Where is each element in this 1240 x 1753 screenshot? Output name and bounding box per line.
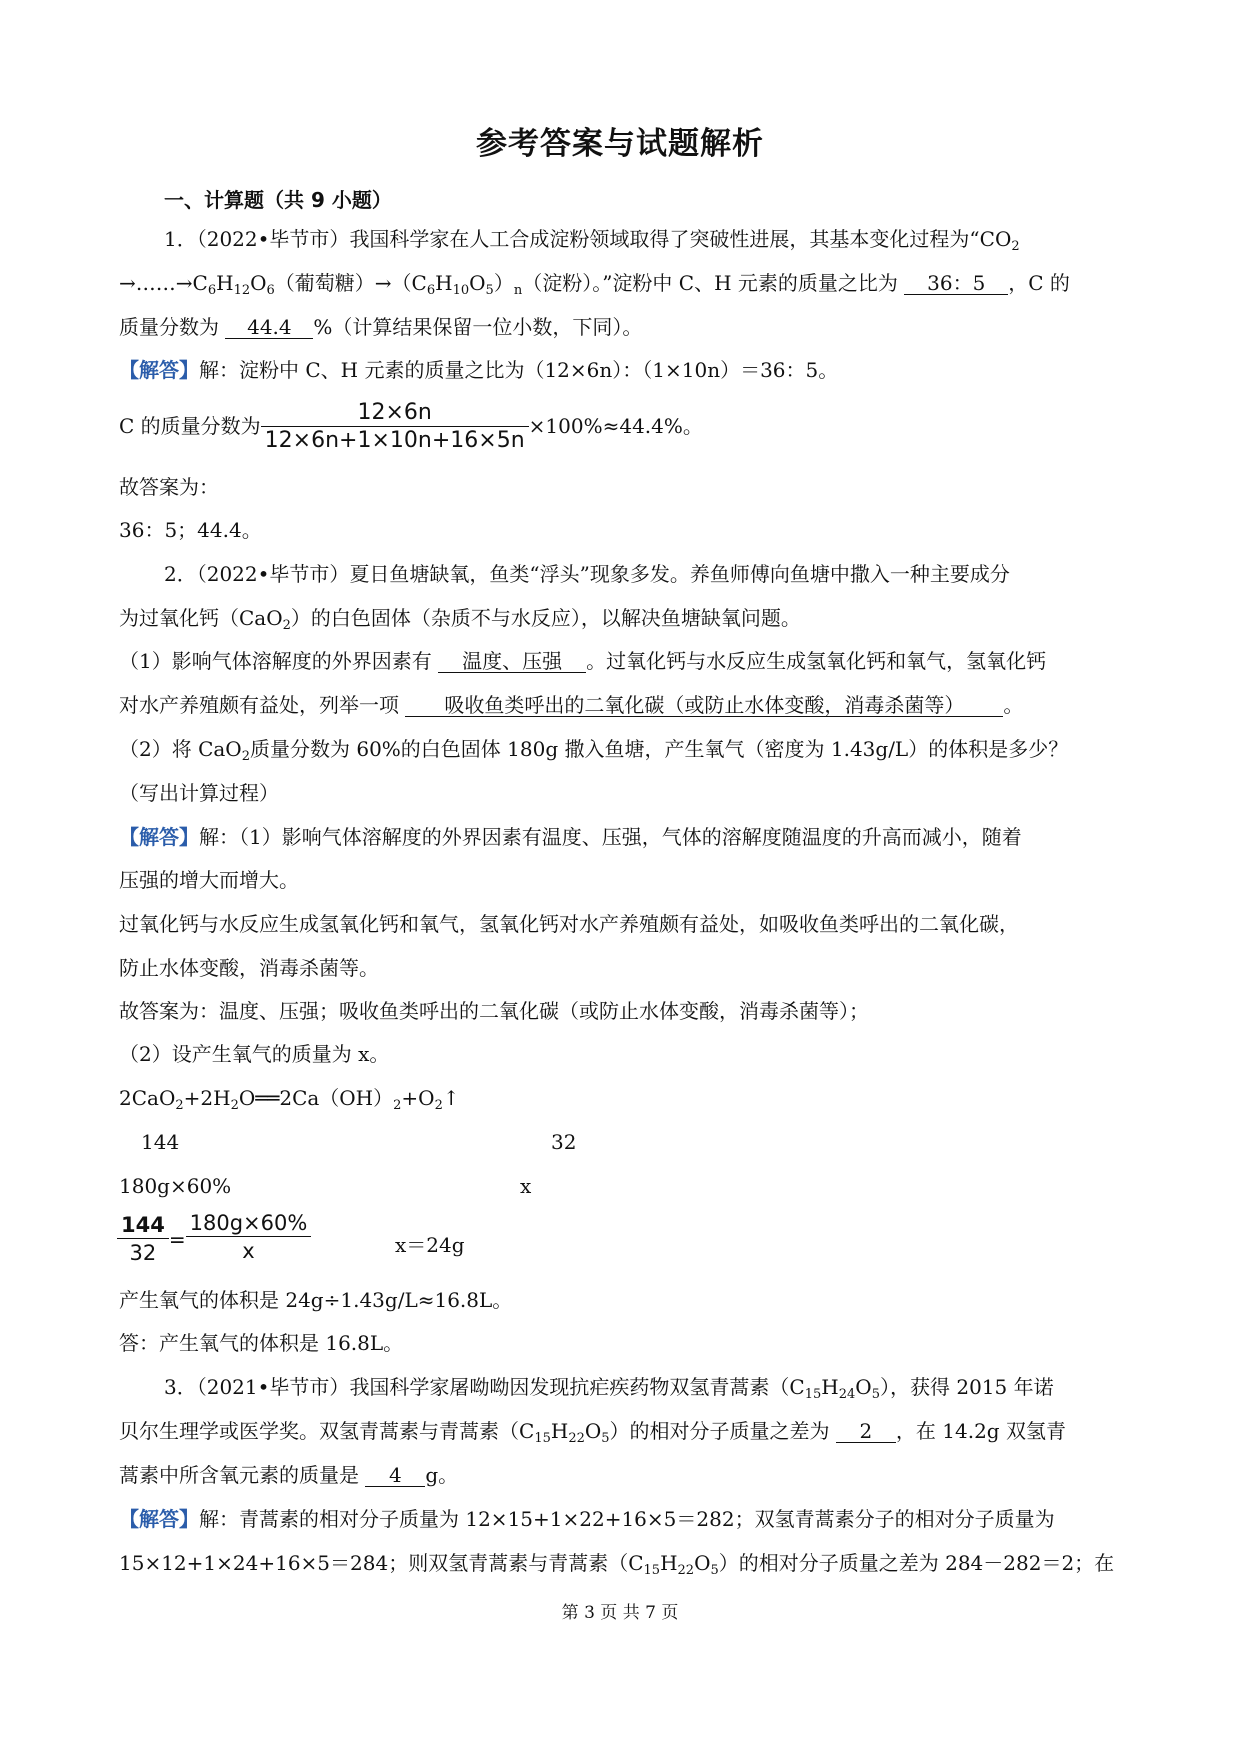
q1-answer-line-1: 【解答】解：淀粉中 C、H 元素的质量之比为（12×6n）：（1×10n）＝36：5。: [119, 358, 839, 382]
answer-tag: 【解答】: [119, 1507, 199, 1531]
q3-line-2: 贝尔生理学或医学奖。双氢青蒿素与青蒿素$(C_{15}H_{22}O_5)$的相对分子质量之差为 2 ，在 14.2g 双氢青: [119, 1419, 1066, 1446]
q1-answer-line-2: C 的质量分数为 $\frac{12\times 6n}{12\times 6n+1\times 10n+16\times 5n}$ ×100%≈44.4%。: [119, 400, 703, 453]
q1-answer-blank-1: 36：5: [904, 272, 1008, 295]
q2-answer-line-8: 答：产生氧气的体积是 16.8L。: [119, 1331, 404, 1355]
q3-answer-blank-1: 2: [836, 1420, 896, 1443]
q2-answer-line-4: 防止水体变酸，消毒杀菌等。: [119, 956, 379, 980]
answer-tag: 【解答】: [119, 825, 199, 849]
section-heading: 一、计算题（共 9 小题）: [164, 188, 392, 212]
q1-line-1: 1．（2022•毕节市）我国科学家在人工合成淀粉领域取得了突破性进展，其基本变化过程为“$CO_2$: [164, 227, 1020, 254]
q1-line-2: $\to\dots\dots\to C_6H_{12}O_6$（葡萄糖）$\to(C_6H_{10}O_5)_n$（淀粉）。”淀粉中 C、H 元素的质量之比为 36：5 ，C 的: [119, 271, 1070, 298]
page-footer: 第 3 页 共 7 页: [561, 1603, 679, 1623]
q2-fraction-left: $\frac{144}{32}$: [117, 1212, 169, 1267]
q3-line-3: 蒿素中所含氧元素的质量是 4 g。: [119, 1463, 459, 1487]
q2-answer-line-5: 故答案为：温度、压强；吸收鱼类呼出的二氧化碳（或防止水体变酸，消毒杀菌等）；: [119, 999, 869, 1023]
q2-part2-line-1: （2）将 CaO$_2$质量分数为 60%的白色固体 180g 撒入鱼塘，产生氧气（密度为 1.43g/L）的体积是多少？: [119, 737, 1069, 764]
q2-part2-line-2: （写出计算过程）: [119, 781, 279, 805]
q2-answer-line-1: 【解答】解：（1）影响气体溶解度的外界因素有温度、压强，气体的溶解度随温度的升高而减小，随着: [119, 825, 1022, 849]
q1-answer-line-4: 36：5；44.4。: [119, 518, 262, 542]
q2-unknown-x: x: [520, 1174, 532, 1198]
q2-result-x: x＝24g: [395, 1233, 465, 1257]
q2-answer-blank-1: 温度、压强: [438, 650, 586, 673]
q2-fraction-right: $\frac{180g\times 60\%}{x}$: [186, 1210, 312, 1265]
answer-tag: 【解答】: [119, 358, 199, 382]
q2-equation: $2CaO_2+2H_2O══2Ca(OH)_2+O_2↑$: [119, 1086, 460, 1113]
q1-line-3: 质量分数为 44.4 %（计算结果保留一位小数，下同）。: [119, 315, 643, 339]
q2-answer-line-6: （2）设产生氧气的质量为 x。: [119, 1042, 390, 1066]
q2-line-2: 为过氧化钙（CaO$_2$）的白色固体（杂质不与水反应），以解决鱼塘缺氧问题。: [119, 606, 801, 633]
q1-answer-blank-2: 44.4: [225, 316, 313, 339]
q2-answer-line-7: 产生氧气的体积是 24g÷1.43g/L≈16.8L。: [119, 1288, 513, 1312]
q3-answer-line-2: 15×12+1×24+16×5＝284；则双氢青蒿素与青蒿素$(C_{15}H_{22}O_5)$的相对分子质量之差为 284－282＝2；在: [119, 1551, 1115, 1578]
q2-proportion: $\frac{144}{32}$ = $\frac{180g\times 60\%}{x}$: [117, 1212, 311, 1267]
q3-answer-line-1: 【解答】解：青蒿素的相对分子质量为 12×15+1×22+16×5＝282；双氢青蒿素分子的相对分子质量为: [119, 1507, 1055, 1531]
q2-answer-blank-2: 吸收鱼类呼出的二氧化碳（或防止水体变酸，消毒杀菌等）: [405, 694, 1003, 717]
q2-part1-line-1: （1）影响气体溶解度的外界因素有 温度、压强 。过氧化钙与水反应生成氢氧化钙和氧气，氢氧化钙: [119, 649, 1047, 673]
q2-answer-line-2: 压强的增大而增大。: [119, 868, 299, 892]
q2-given-mass: 180g×60%: [119, 1174, 232, 1198]
q2-line-1: 2．（2022•毕节市）夏日鱼塘缺氧，鱼类“浮头”现象多发。养鱼师傅向鱼塘中撒入一种主要成分: [164, 562, 1010, 586]
q1-fraction: $\frac{12\times 6n}{12\times 6n+1\times 10n+16\times 5n}$: [261, 400, 529, 455]
q2-answer-line-3: 过氧化钙与水反应生成氢氧化钙和氧气，氢氧化钙对水产养殖颇有益处，如吸收鱼类呼出的二氧化碳，: [119, 912, 1019, 936]
q1-answer-line-3: 故答案为：: [119, 475, 219, 499]
q2-part1-line-2: 对水产养殖颇有益处，列举一项 吸收鱼类呼出的二氧化碳（或防止水体变酸，消毒杀菌等） 。: [119, 693, 1024, 717]
q2-mass-144: 144: [141, 1130, 180, 1154]
page-title: 参考答案与试题解析: [476, 126, 764, 162]
q3-answer-blank-2: 4: [365, 1464, 425, 1487]
q3-line-1: 3．（2021•毕节市）我国科学家屠呦呦因发现抗疟疾药物双氢青蒿素$(C_{15}H_{24}O_5)$，获得 2015 年诺: [164, 1375, 1054, 1402]
q2-mass-32: 32: [551, 1130, 577, 1154]
